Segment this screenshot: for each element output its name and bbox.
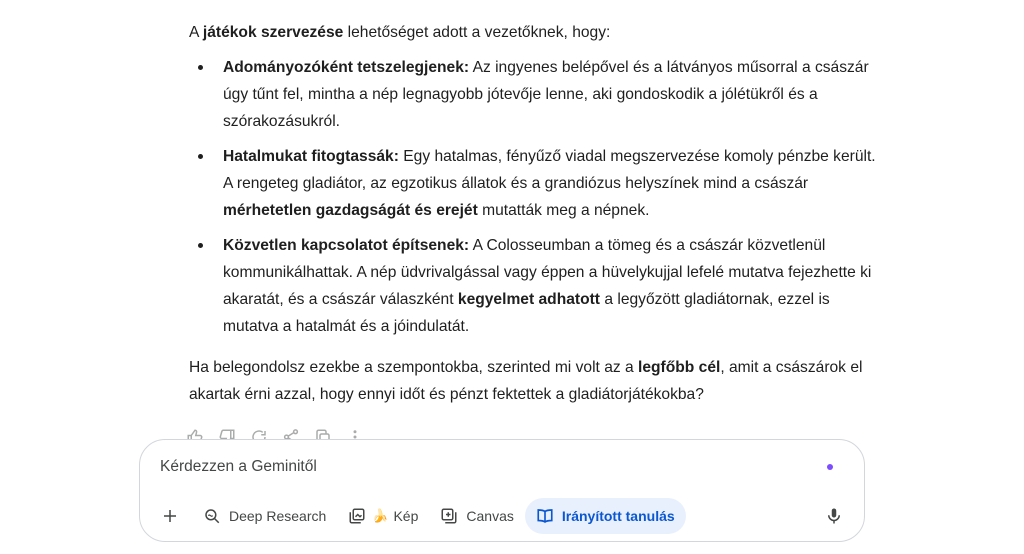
guided-learning-label: Irányított tanulás <box>561 508 675 524</box>
response-intro <box>189 19 879 46</box>
bullet-text: Egy hatalmas, fényűző viadal megszervezése komoly pénzbe került. A rengeteg gladiátor, az egzotikus állatok és a grandiózus helyszínek mind a császár <box>223 148 876 192</box>
question-text-end: , amit a császárok el akartak érni azzal, hogy ennyi időt és pénzt fektettek a gladiátorjátékokba? <box>189 359 863 403</box>
bullet-emphasis: mérhetetlen gazdagságát és erejét <box>223 202 478 219</box>
intro-text-end: lehetőséget adott a vezetőknek, hogy: <box>343 24 611 41</box>
deep-research-icon <box>203 507 221 525</box>
canvas-button[interactable] <box>429 498 524 534</box>
bullet-text-end: mutatták meg a népnek. <box>477 202 650 219</box>
question-bold: legfőbb cél <box>638 359 721 376</box>
bullet-heading: Közvetlen kapcsolatot építsenek: <box>223 237 470 254</box>
image-gallery-icon <box>348 507 366 525</box>
list-item <box>223 54 879 135</box>
open-book-icon <box>536 507 554 525</box>
image-label: Kép <box>393 508 419 524</box>
canvas-icon <box>440 507 458 525</box>
list-item <box>223 143 879 224</box>
microphone-button[interactable] <box>816 498 852 534</box>
microphone-icon <box>825 507 843 525</box>
prompt-input-box[interactable] <box>139 439 865 542</box>
intro-bold: játékok szervezése <box>202 24 344 41</box>
model-response <box>189 19 879 408</box>
canvas-label: Canvas <box>466 508 514 524</box>
response-question <box>189 354 879 408</box>
guided-learning-button[interactable] <box>525 498 686 534</box>
deep-research-button[interactable] <box>192 498 337 534</box>
image-button[interactable] <box>337 498 429 534</box>
intro-text: A <box>189 24 203 41</box>
question-text: Ha belegondolsz ezekbe a szempontokba, szerinted mi volt az a <box>189 359 639 376</box>
bullet-text: Az ingyenes belépővel és a látványos műsorral a császár úgy tűnt fel, mintha a nép legnagyobb jótevője lenne, aki gondoskodik a jólétükről és a szórakozásukról. <box>223 59 869 130</box>
list-item <box>223 232 879 340</box>
add-button[interactable] <box>152 498 188 534</box>
prompt-input[interactable]: Kérdezzen a Geminitől <box>160 458 317 475</box>
deep-research-label: Deep Research <box>229 508 327 524</box>
response-bullet-list <box>189 54 879 340</box>
plus-icon <box>161 507 179 525</box>
bullet-heading: Hatalmukat fitogtassák: <box>223 148 399 165</box>
bullet-heading: Adományozóként tetszelegjenek: <box>223 59 470 76</box>
input-toolbar <box>152 498 852 534</box>
bullet-emphasis: kegyelmet adhatott <box>457 291 601 308</box>
banana-icon: 🍌 <box>372 508 389 523</box>
spark-dot-icon <box>827 464 833 470</box>
bullet-text-end: a legyőzött gladiátornak, ezzel is mutatva a hatalmát és a jóindulatát. <box>223 291 830 335</box>
bullet-text: A Colosseumban a tömeg és a császár közvetlenül kommunikálhattak. A nép üdvrivalgással vagy éppen a hüvelykujjal lefelé mutatva fejezhette ki akaratát, és a császár válaszként <box>223 237 872 308</box>
